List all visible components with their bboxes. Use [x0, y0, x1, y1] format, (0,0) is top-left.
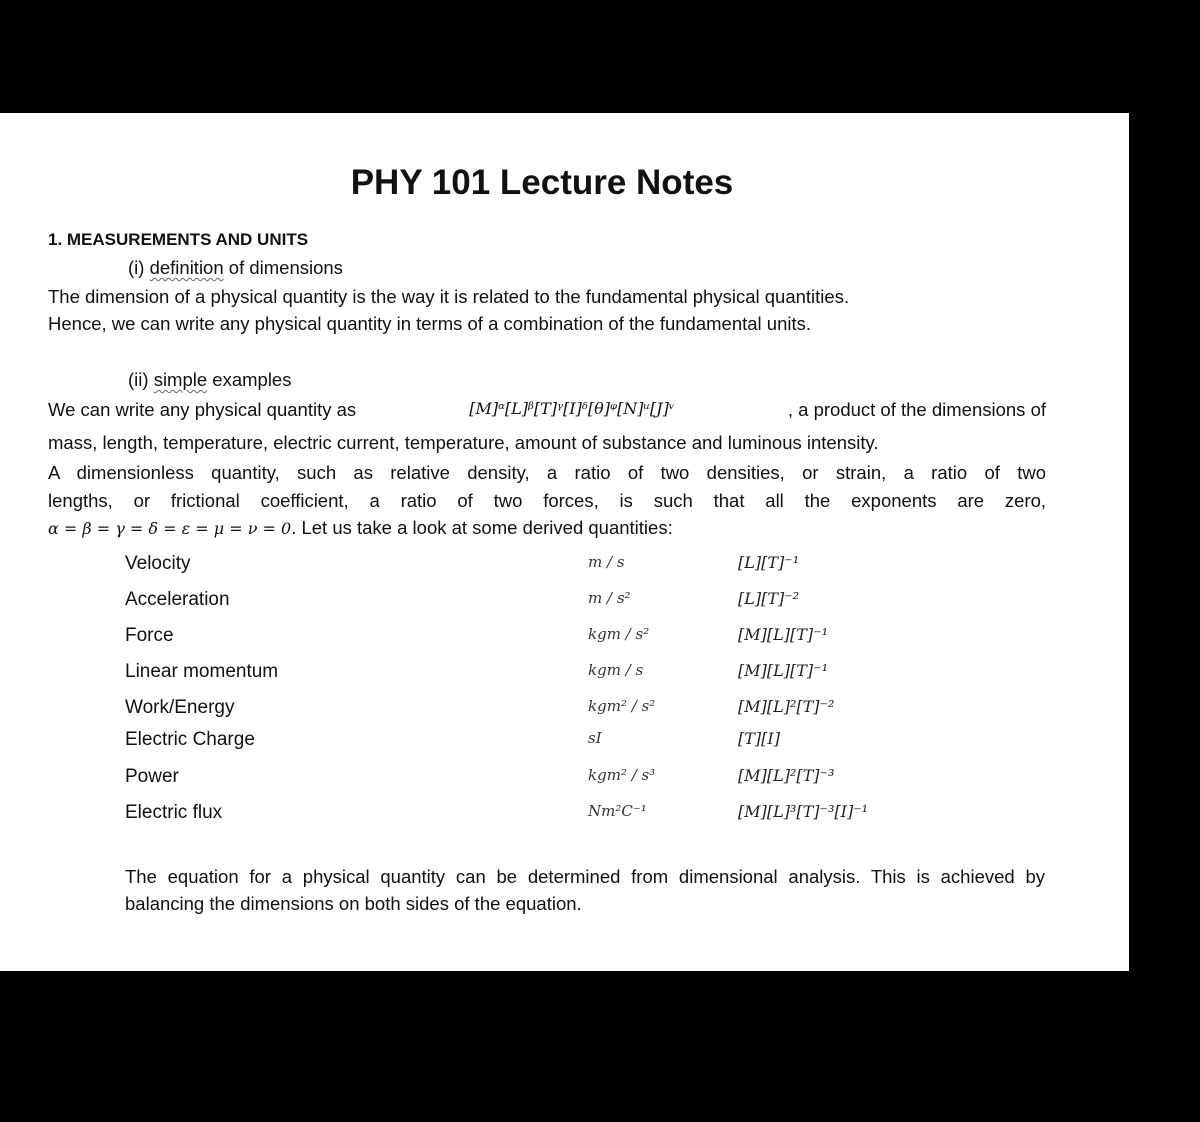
spellcheck-word: simple	[153, 369, 208, 390]
paragraph-line: A dimensionless quantity, such as relative density, a ratio of two densities, or strain, a ratio of two	[48, 462, 1046, 483]
section-heading: 1. MEASUREMENTS AND UNITS	[48, 230, 309, 249]
paragraph-text: . Let us take a look at some derived quantities:	[291, 517, 673, 538]
quantity-row	[125, 661, 1025, 691]
quantity-name: Electric Charge	[125, 729, 255, 750]
quantity-unit: kgm² / s²	[588, 697, 656, 715]
subsection-prefix: (ii)	[128, 369, 154, 390]
paragraph-line: mass, length, temperature, electric current, temperature, amount of substance and luminous intensity.	[48, 432, 879, 453]
quantity-unit: kgm² / s³	[588, 766, 656, 784]
quantity-unit: kgm / s²	[588, 625, 650, 643]
subsection-definition	[128, 257, 343, 279]
paragraph-line: The dimension of a physical quantity is the way it is related to the fundamental physical quantities.	[48, 286, 850, 307]
quantity-unit: kgm / s	[588, 661, 644, 679]
quantity-name: Velocity	[125, 553, 191, 574]
quantity-row	[125, 697, 1025, 727]
paragraph-text: , a product of the dimensions of	[787, 399, 1046, 420]
quantity-dimension: [M][L]²[T]⁻²	[738, 697, 835, 716]
dimension-expression: [M]ᵅ[L]ᵝ[T]ᵞ[I]ᵟ[θ]ᵠ[N]ᵘ[J]ᵛ	[469, 399, 675, 418]
quantity-name: Force	[125, 625, 174, 646]
page-title: PHY 101 Lecture Notes	[350, 163, 734, 202]
quantity-name: Acceleration	[125, 589, 230, 610]
quantity-name: Power	[125, 766, 179, 787]
quantity-name: Work/Energy	[125, 697, 235, 718]
paragraph-text: We can write any physical quantity as	[48, 399, 357, 420]
paragraph-line-zero	[48, 517, 673, 539]
paragraph-line-expression	[48, 399, 1046, 421]
quantity-dimension: [M][L][T]⁻¹	[738, 625, 828, 644]
subsection-rest: of dimensions	[223, 257, 343, 278]
quantity-unit: sI	[588, 729, 602, 747]
closing-paragraph: The equation for a physical quantity can be determined from dimensional analysis. This is achieved by balancing the dimensions on both sides of the equation.	[125, 866, 1045, 914]
quantity-row	[125, 553, 1025, 583]
quantity-dimension: [T][I]	[738, 729, 780, 748]
quantity-dimension: [M][L]³[T]⁻³[I]⁻¹	[738, 802, 869, 821]
quantity-dimension: [M][L]²[T]⁻³	[738, 766, 835, 785]
paragraph-line: Hence, we can write any physical quantity in terms of a combination of the fundamental units.	[48, 313, 812, 334]
quantity-unit: m / s²	[588, 589, 631, 607]
quantity-name: Linear momentum	[125, 661, 279, 682]
quantity-row	[125, 729, 1025, 759]
paragraph-line: lengths, or frictional coefficient, a ratio of two forces, is such that all the exponents are zero,	[48, 490, 1046, 511]
quantity-row	[125, 766, 1025, 796]
subsection-prefix: (i)	[128, 257, 150, 278]
spellcheck-word: definition	[149, 257, 224, 278]
quantity-row	[125, 802, 1025, 832]
quantity-unit: Nm²C⁻¹	[588, 802, 647, 820]
subsection-rest: examples	[207, 369, 292, 390]
zero-expression: α = β = γ = δ = ε = μ = ν = 0	[48, 519, 292, 538]
quantity-row	[125, 589, 1025, 619]
quantity-row	[125, 625, 1025, 655]
subsection-examples	[128, 369, 291, 391]
quantity-dimension: [L][T]⁻¹	[738, 553, 800, 572]
quantity-dimension: [L][T]⁻²	[738, 589, 800, 608]
quantity-unit: m / s	[588, 553, 625, 571]
quantity-dimension: [M][L][T]⁻¹	[738, 661, 828, 680]
document-page	[0, 113, 1129, 971]
quantity-name: Electric flux	[125, 802, 223, 823]
